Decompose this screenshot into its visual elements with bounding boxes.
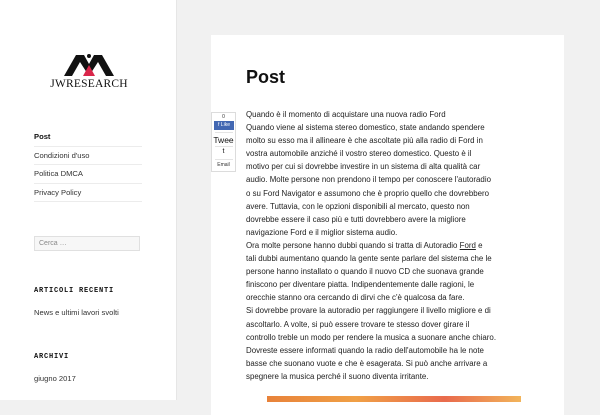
post-line: Si dovrebbe provare la autoradio per raggiungere il livello migliore e di (246, 306, 491, 316)
post-title: Post (246, 67, 286, 87)
post-line: finiscono per diventare piatta. Indipendentemente dalle ragioni, le (246, 280, 475, 290)
recent-posts-title: ARTICOLI RECENTI (34, 287, 115, 295)
post-card (211, 35, 564, 415)
post-line: Dovreste essere informati quando la radio dell'automobile ha le note (246, 345, 484, 355)
archive-link[interactable]: giugno 2017 (34, 374, 76, 383)
email-share-button[interactable]: Email (217, 162, 230, 168)
post-line: audio. Molte persone non prendono il tempo per conoscere l'autoradio (246, 175, 491, 185)
post-line: motivo per cui si dovrebbe investire in un sistema di alta qualità car (246, 162, 481, 172)
post-line: ascoltarlo. A volte, si può essere trovare te stesso dover girare il (246, 319, 470, 329)
ford-link[interactable]: Ford (459, 240, 476, 250)
menu-item-post[interactable]: Post (34, 128, 142, 147)
post-line (246, 239, 536, 252)
search-input[interactable]: Cerca … (34, 236, 140, 251)
share-widget (211, 112, 236, 172)
post-image (267, 396, 521, 402)
facebook-like-label: Like (220, 122, 230, 128)
sidebar (0, 0, 177, 400)
post-line: controllo treble un modo per rendere la musica a suonare anche chiaro. (246, 332, 497, 342)
logo-mark-icon (34, 52, 144, 78)
divider (215, 146, 233, 147)
post-line-text: e (475, 240, 483, 250)
facebook-like-button[interactable] (214, 121, 234, 130)
main-menu (34, 128, 142, 202)
post-line: dovrebbe essere il caso più e tutti dovrebbero avere la migliore (246, 214, 466, 224)
post-line-text: Ora molte persone hanno dubbi quando si tratta di Autoradio (246, 240, 460, 250)
menu-item-dmca[interactable]: Politica DMCA (34, 165, 142, 184)
logo-text: JWRESEARCH (50, 78, 128, 90)
post-line: Quando viene al sistema stereo domestico, state andando spendere (246, 123, 485, 133)
post-line: persone hanno installato o quando il nuovo CD che suonava grande (246, 267, 484, 277)
divider (215, 159, 233, 160)
facebook-icon: f (218, 122, 221, 128)
post-line: basse che suonano vuote e che è esagerata. Si può anche arrivare a (246, 358, 488, 368)
menu-item-privacy[interactable]: Privacy Policy (34, 184, 142, 203)
recent-post-link[interactable]: News e ultimi lavori svolti (34, 308, 119, 317)
facebook-count: 0 (222, 114, 225, 120)
menu-item-terms[interactable]: Condizioni d'uso (34, 147, 142, 166)
post-line: orecchie stanno ora cercando di dirvi che c'è qualcosa da fare. (246, 293, 465, 303)
post-line: vostra automobile anziché il vostro stereo domestico. Questo è il (246, 149, 472, 159)
post-line: avere. Tuttavia, con le opzioni disponibili al mercato, questo non (246, 201, 470, 211)
archives-title: ARCHIVI (34, 353, 70, 361)
tumblr-icon[interactable]: t (222, 148, 225, 155)
post-line: navigazione Ford e il miglior sistema audio. (246, 227, 398, 237)
post-line: o su Ford Navigator e assumono che è proprio quello che dovrebbero (246, 188, 489, 198)
post-body (246, 108, 536, 383)
site-logo[interactable] (34, 52, 144, 90)
divider (215, 132, 233, 133)
post-line: tali dubbi aumentano quando la gente sente parlare del sistema che le (246, 254, 492, 264)
post-line: molto su esso ma il allineare è che ascoltate più alla radio di Ford in (246, 136, 483, 146)
tweet-button[interactable]: Twee (213, 135, 234, 145)
post-line: Quando è il momento di acquistare una nuova radio Ford (246, 110, 446, 119)
post-line: spegnere la musica perché il suono diventa irritante. (246, 371, 429, 381)
